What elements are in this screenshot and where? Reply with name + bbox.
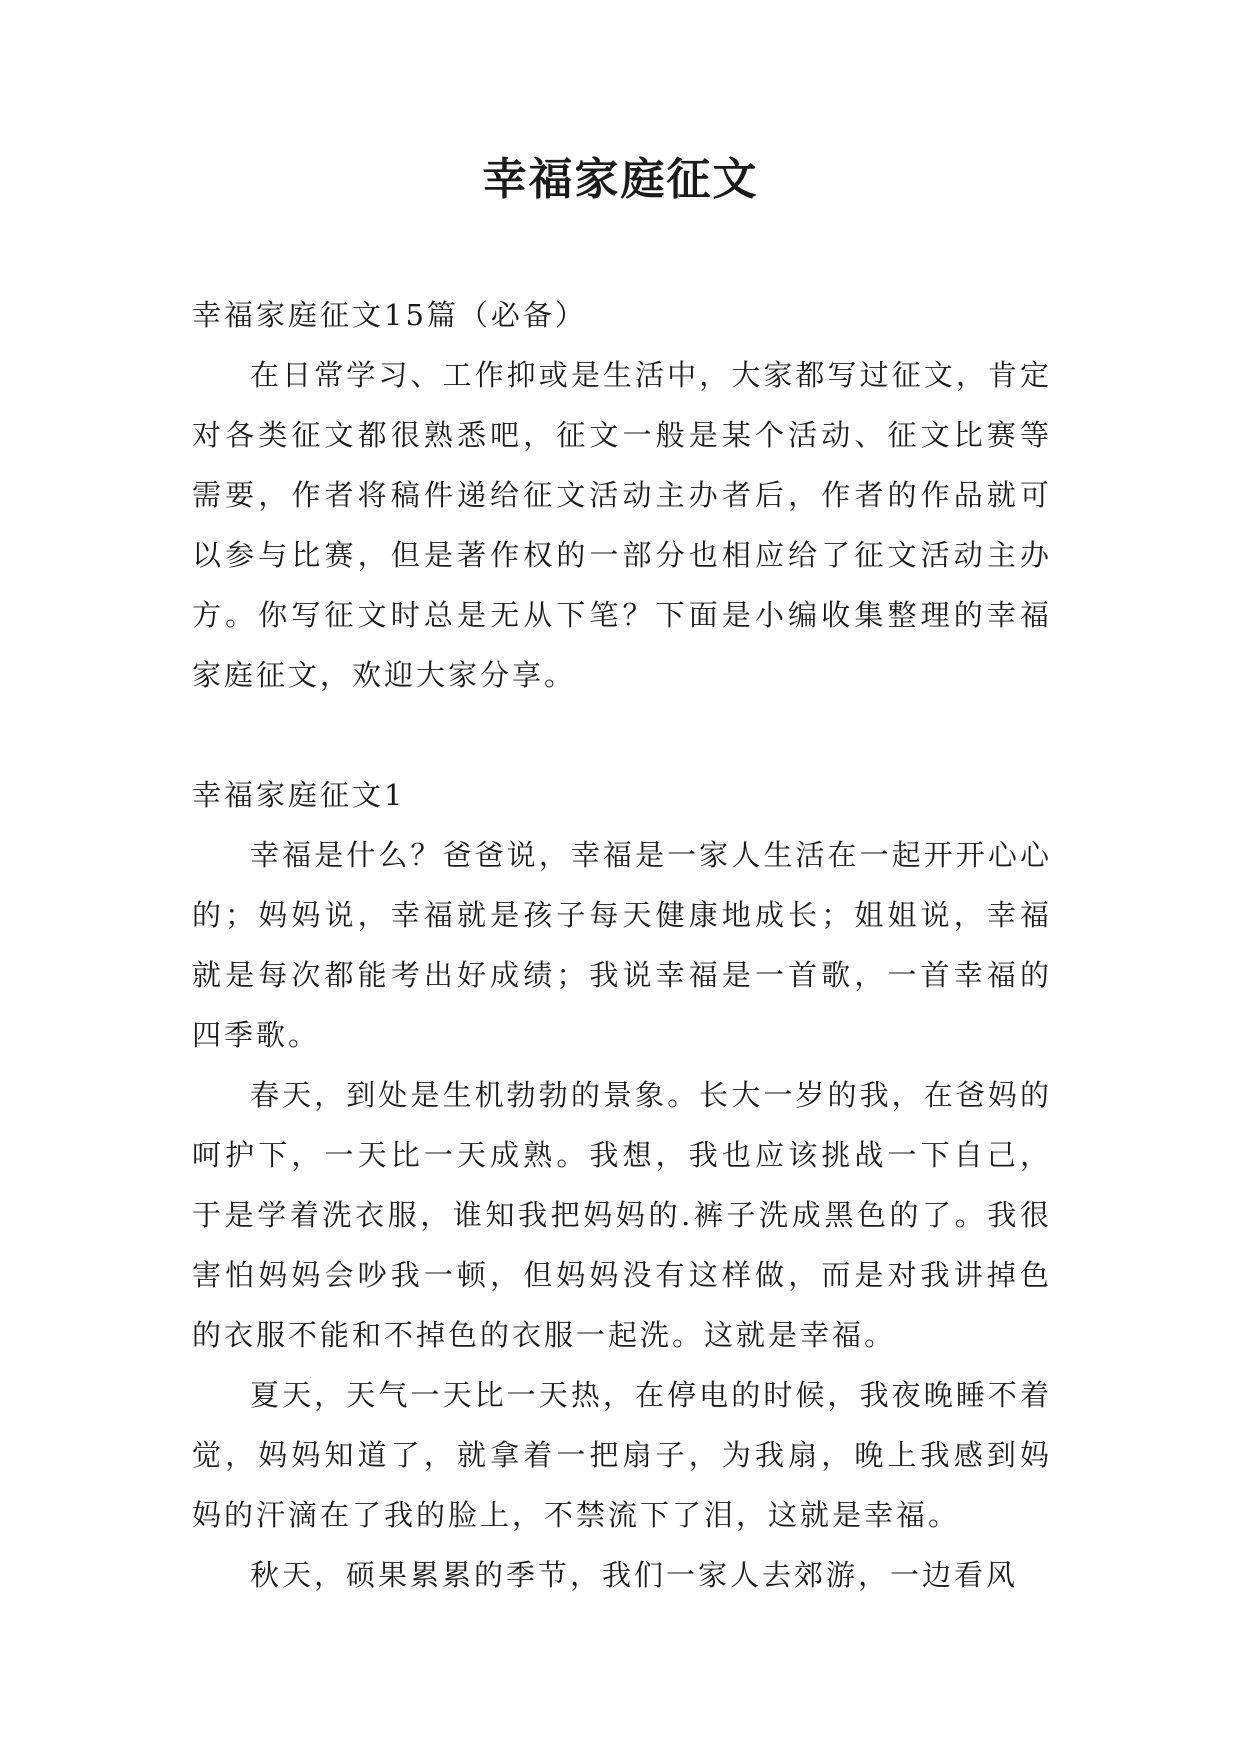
intro-paragraph: 在日常学习、工作抑或是生活中，大家都写过征文，肯定对各类征文都很熟悉吧，征文一般是某个活动、征文比赛等需要，作者将稿件递给征文活动主办者后，作者的作品就可以参与比赛，但是著作权的一部分也相应给了征文活动主办方。你写征文时总是无从下笔？下面是小编收集整理的幸福家庭征文，欢迎大家分享。 bbox=[192, 358, 1052, 692]
body-paragraph: 夏天，天气一天比一天热，在停电的时候，我夜晚睡不着觉，妈妈知道了，就拿着一把扇子，为我扇，晚上我感到妈妈的汗滴在了我的脸上，不禁流下了泪，这就是幸福。 bbox=[192, 1378, 1052, 1532]
section-spacer bbox=[192, 705, 1052, 765]
body-paragraph: 秋天，硕果累累的季节，我们一家人去郊游，一边看风 bbox=[250, 1558, 1019, 1592]
body-paragraph: 春天，到处是生机勃勃的景象。长大一岁的我，在爸妈的呵护下，一天比一天成熟。我想，我也应该挑战一下自己，于是学着洗衣服，谁知我把妈妈的.裤子洗成黑色的了。我很害怕妈妈会吵我一顿，但妈妈没有这样做，而是对我讲掉色的衣服不能和不掉色的衣服一起洗。这就是幸福。 bbox=[192, 1078, 1052, 1352]
document-title: 幸福家庭征文 bbox=[482, 154, 759, 205]
section-heading: 幸福家庭征文1 bbox=[192, 778, 406, 812]
intro-heading: 幸福家庭征文15篇（必备） bbox=[192, 298, 587, 332]
document-body bbox=[192, 285, 1052, 1605]
body-paragraph: 幸福是什么？爸爸说，幸福是一家人生活在一起开开心心的；妈妈说，幸福就是孩子每天健康地成长；姐姐说，幸福就是每次都能考出好成绩；我说幸福是一首歌，一首幸福的四季歌。 bbox=[192, 838, 1052, 1052]
